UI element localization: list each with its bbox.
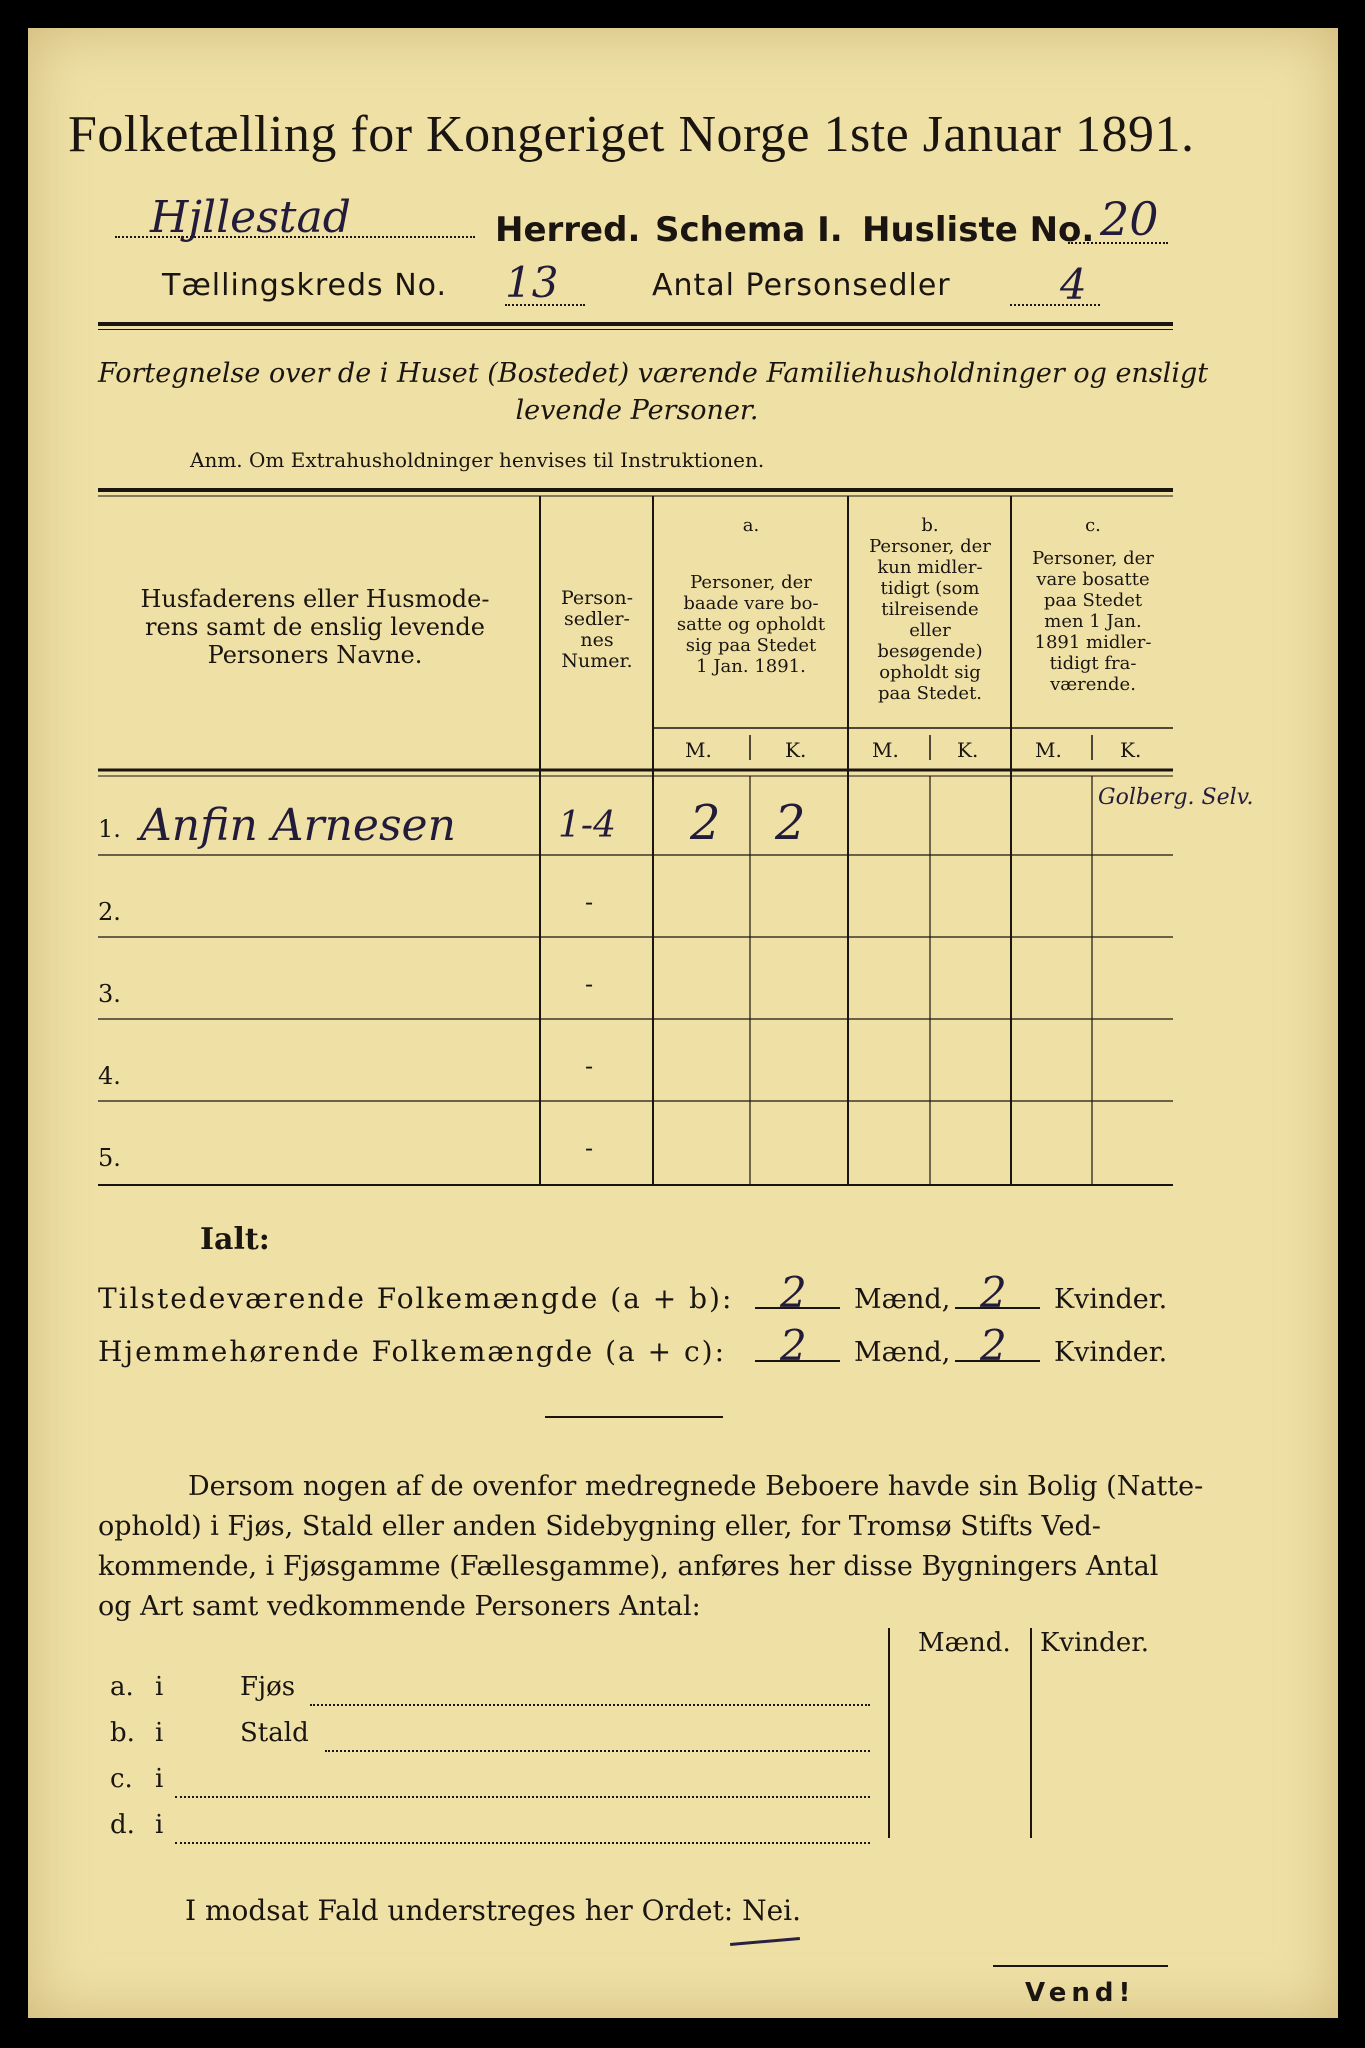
col-header-numer: Person- sedler- nes Numer. — [560, 587, 634, 672]
col-header-b: b. Personer, der kun midler- tidigt (som tilreisende eller besøgende) opholdt sig paa Stedet. — [869, 515, 991, 704]
subtitle-line-2: levende Personer. — [515, 395, 759, 426]
row-5-number: 5. — [98, 1144, 121, 1172]
personsedler-label: Antal Personsedler — [652, 268, 951, 303]
hjemme-label: Hjemmehørende Folkemængde (a + c): — [98, 1335, 726, 1368]
row-1-a-m: 2 — [690, 795, 721, 851]
subtitle-line-1: Fortegnelse over de i Huset (Bostedet) værende Familiehusholdninger og ensligt — [98, 358, 1209, 389]
anm-note: Anm. Om Extrahusholdninger henvises til Instruktionen. — [190, 448, 765, 472]
ialt-label: Ialt: — [200, 1222, 270, 1257]
tilstede-kvinder-label: Kvinder. — [1054, 1284, 1168, 1315]
b-k-header: K. — [957, 738, 979, 762]
herred-label: Herred. — [495, 210, 641, 250]
a-m-header: M. — [685, 738, 712, 762]
row-4-number: 4. — [98, 1062, 121, 1090]
row-3-personsedler: - — [585, 970, 594, 998]
side-col-divider-1 — [888, 1628, 890, 1838]
hjemme-kvinder-label: Kvinder. — [1054, 1337, 1168, 1368]
a-k-header: K. — [785, 738, 807, 762]
hjemme-maend-value: 2 — [780, 1321, 807, 1370]
vend-rule — [993, 1965, 1168, 1967]
col-header-a: a. Personer, der baade vare bo- satte og opholdt sig paa Stedet 1 Jan. 1891. — [676, 515, 826, 677]
row-4-personsedler: - — [585, 1052, 594, 1080]
row-1-number: 1. — [98, 815, 121, 843]
vend-label: Vend! — [1025, 1978, 1136, 2008]
tilstede-maend-value: 2 — [780, 1268, 807, 1317]
side-kvinder-header: Kvinder. — [1040, 1628, 1150, 1658]
row-3-number: 3. — [98, 980, 121, 1008]
kreds-label: Tællingskreds No. — [162, 268, 447, 303]
schema-label: Schema I. — [655, 210, 843, 250]
side-maend-header: Mænd. — [918, 1628, 1011, 1658]
row-2-personsedler: - — [585, 888, 594, 916]
personsedler-number: 4 — [1060, 260, 1087, 309]
row-5-personsedler: - — [585, 1134, 594, 1162]
modsat-fald-text: I modsat Fald understreges her Ordet: Nei. — [185, 1894, 802, 1927]
b-m-header: M. — [872, 738, 899, 762]
herred-name: Hjllestad — [150, 192, 351, 243]
kreds-number: 13 — [505, 258, 559, 307]
hjemme-maend-label: Mænd, — [854, 1337, 951, 1368]
tilstede-maend-label: Mænd, — [854, 1284, 951, 1315]
c-m-header: M. — [1035, 738, 1062, 762]
col-header-names: Husfaderens eller Husmode- rens samt de enslig levende Personers Navne. — [140, 585, 490, 669]
form-title: Folketælling for Kongeriget Norge 1ste Januar 1891. — [68, 106, 1195, 163]
section-divider — [545, 1416, 723, 1418]
husliste-number: 20 — [1100, 192, 1159, 246]
side-col-divider-2 — [1030, 1628, 1032, 1838]
col-header-c: c. Personer, der vare bosatte paa Stedet men 1 Jan. 1891 midler- tidigt fra- værende. — [1032, 515, 1154, 695]
sidebygning-paragraph: Dersom nogen af de ovenfor medregnede Beboere havde sin Bolig (Natte- ophold) i Fjøs, Stald eller anden Sidebygning eller, for Tromsø Stifts Ved- kommende, i Fjøsgamme (Fællesgamme), anføres her disse Bygningers Antal og Art samt vedkommende Personers Antal: — [98, 1471, 1204, 1622]
tilstede-kvinder-value: 2 — [980, 1268, 1007, 1317]
c-k-header: K. — [1120, 738, 1142, 762]
hjemme-kvinder-value: 2 — [980, 1321, 1007, 1370]
tilstede-label: Tilstedeværende Folkemængde (a + b): — [98, 1282, 734, 1315]
row-1-a-k: 2 — [775, 795, 806, 851]
row-1-name: Anfin Arnesen — [140, 800, 456, 851]
row-1-personsedler: 1-4 — [558, 805, 616, 846]
row-2-number: 2. — [98, 898, 121, 926]
row-1-note: Golberg. Selv. — [1098, 785, 1254, 810]
husliste-label: Husliste No. — [862, 210, 1095, 250]
